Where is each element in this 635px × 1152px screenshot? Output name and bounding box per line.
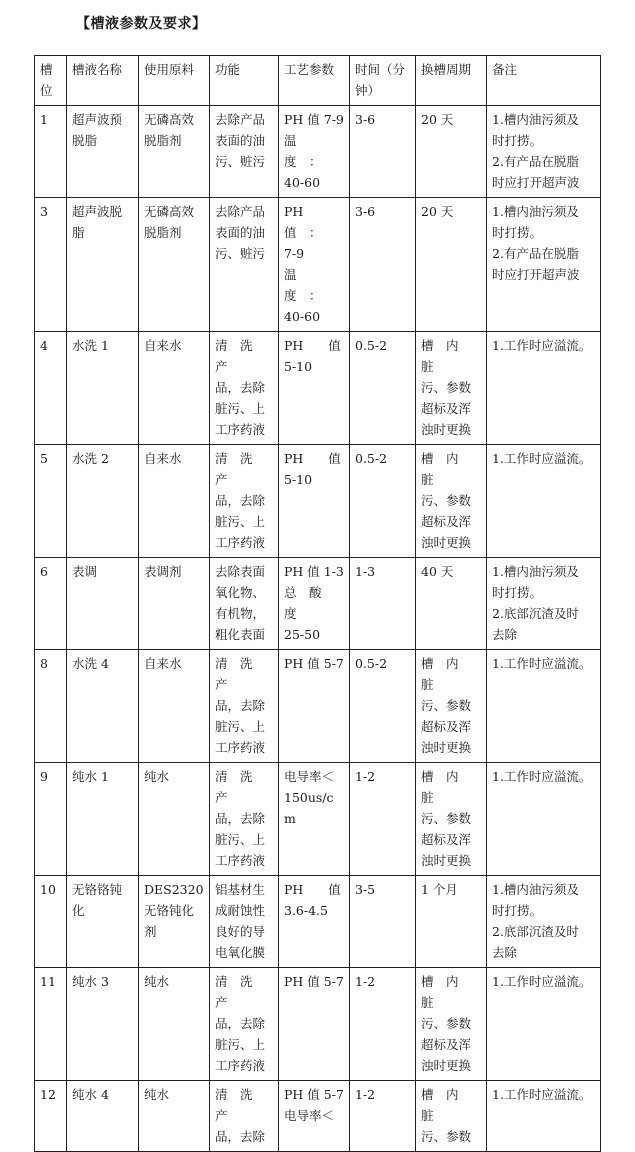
cell-function: 去除产品 表面的油 污、赃污	[210, 198, 279, 332]
cell-cycle: 槽 内 脏 污、参数 超标及浑 浊时更换	[416, 332, 487, 445]
cell-params: PH 值 7-9 温 度 ： 40-60	[279, 106, 350, 198]
cell-material: DES2320 无铬钝化 剂	[139, 876, 210, 968]
cell-time: 1-2	[350, 1081, 416, 1152]
cell-time: 1-3	[350, 558, 416, 650]
cell-position: 6	[35, 558, 67, 650]
cell-function: 去除表面 氧化物、 有机物， 粗化表面	[210, 558, 279, 650]
cell-note: 1.槽内油污须及 时打捞。 2.有产品在脱脂 时应打开超声波	[487, 106, 601, 198]
header-params: 工艺参数	[279, 56, 350, 106]
cell-material: 自来水	[139, 650, 210, 763]
cell-params: 电导率＜ 150us/cm	[279, 763, 350, 876]
cell-bath-name: 纯水 1	[67, 763, 139, 876]
cell-params: PH 值 ： 7-9 温 度 ： 40-60	[279, 198, 350, 332]
cell-function: 清 洗 产 品，去除 脏污、上 工序药液	[210, 650, 279, 763]
table-row	[35, 968, 601, 1081]
table-row	[35, 198, 601, 332]
cell-cycle: 40 天	[416, 558, 487, 650]
cell-position: 12	[35, 1081, 67, 1152]
cell-position: 3	[35, 198, 67, 332]
cell-time: 3-6	[350, 198, 416, 332]
header-position: 槽 位	[35, 56, 67, 106]
cell-function: 清 洗 产 品，去除 脏污、上 工序药液	[210, 763, 279, 876]
cell-params: PH 值 5-10	[279, 445, 350, 558]
table-row	[35, 445, 601, 558]
header-bath-name: 槽液名称	[67, 56, 139, 106]
cell-time: 1-2	[350, 968, 416, 1081]
cell-bath-name: 纯水 4	[67, 1081, 139, 1152]
cell-function: 清 洗 产 品，去除 脏污、上 工序药液	[210, 445, 279, 558]
cell-position: 9	[35, 763, 67, 876]
cell-params: PH 值 3.6-4.5	[279, 876, 350, 968]
cell-position: 11	[35, 968, 67, 1081]
cell-material: 表调剂	[139, 558, 210, 650]
cell-material: 自来水	[139, 445, 210, 558]
cell-note: 1.槽内油污须及 时打捞。 2.底部沉渣及时 去除	[487, 558, 601, 650]
header-time: 时间（分 钟）	[350, 56, 416, 106]
cell-cycle: 20 天	[416, 198, 487, 332]
cell-cycle: 槽 内 脏 污、参数	[416, 1081, 487, 1152]
cell-cycle: 20 天	[416, 106, 487, 198]
cell-time: 1-2	[350, 763, 416, 876]
cell-position: 1	[35, 106, 67, 198]
cell-bath-name: 超声波脱 脂	[67, 198, 139, 332]
cell-note: 1.工作时应溢流。	[487, 968, 601, 1081]
cell-position: 8	[35, 650, 67, 763]
cell-bath-name: 水洗 1	[67, 332, 139, 445]
cell-bath-name: 超声波预 脱脂	[67, 106, 139, 198]
cell-bath-name: 无铬铬钝 化	[67, 876, 139, 968]
cell-material: 无磷高效 脱脂剂	[139, 198, 210, 332]
header-note: 备注	[487, 56, 601, 106]
cell-bath-name: 水洗 2	[67, 445, 139, 558]
cell-cycle: 槽 内 脏 污、参数 超标及浑 浊时更换	[416, 763, 487, 876]
table-row	[35, 876, 601, 968]
cell-note: 1.工作时应溢流。	[487, 763, 601, 876]
cell-note: 1.槽内油污须及 时打捞。 2.有产品在脱脂 时应打开超声波	[487, 198, 601, 332]
bath-parameters-table	[34, 55, 601, 1152]
header-function: 功能	[210, 56, 279, 106]
cell-params: PH 值 1-3 总 酸 度 25-50	[279, 558, 350, 650]
table-row	[35, 106, 601, 198]
cell-material: 自来水	[139, 332, 210, 445]
cell-params: PH 值 5-7	[279, 968, 350, 1081]
cell-position: 4	[35, 332, 67, 445]
cell-position: 10	[35, 876, 67, 968]
cell-time: 3-5	[350, 876, 416, 968]
cell-bath-name: 纯水 3	[67, 968, 139, 1081]
cell-function: 清 洗 产 品，去除	[210, 1081, 279, 1152]
cell-time: 0.5-2	[350, 332, 416, 445]
cell-cycle: 槽 内 脏 污、参数 超标及浑 浊时更换	[416, 650, 487, 763]
cell-time: 3-6	[350, 106, 416, 198]
cell-function: 清 洗 产 品，去除 脏污、上 工序药液	[210, 968, 279, 1081]
cell-note: 1.工作时应溢流。	[487, 445, 601, 558]
table-row	[35, 558, 601, 650]
cell-params: PH 值 5-7 电导率＜	[279, 1081, 350, 1152]
cell-params: PH 值 5-10	[279, 332, 350, 445]
cell-function: 铝基材生 成耐蚀性 良好的导 电氧化膜	[210, 876, 279, 968]
header-cycle: 换槽周期	[416, 56, 487, 106]
cell-cycle: 1 个月	[416, 876, 487, 968]
table-row	[35, 763, 601, 876]
cell-position: 5	[35, 445, 67, 558]
cell-note: 1.槽内油污须及 时打捞。 2.底部沉渣及时 去除	[487, 876, 601, 968]
table-row	[35, 1081, 601, 1152]
cell-note: 1.工作时应溢流。	[487, 1081, 601, 1152]
table-header-row	[35, 56, 601, 106]
table-row	[35, 332, 601, 445]
cell-material: 无磷高效 脱脂剂	[139, 106, 210, 198]
cell-bath-name: 表调	[67, 558, 139, 650]
section-heading: 【槽液参数及要求】	[76, 16, 207, 32]
cell-note: 1.工作时应溢流。	[487, 332, 601, 445]
cell-time: 0.5-2	[350, 650, 416, 763]
cell-material: 纯水	[139, 1081, 210, 1152]
cell-material: 纯水	[139, 968, 210, 1081]
cell-function: 去除产品 表面的油 污、赃污	[210, 106, 279, 198]
cell-cycle: 槽 内 脏 污、参数 超标及浑 浊时更换	[416, 968, 487, 1081]
header-material: 使用原料	[139, 56, 210, 106]
cell-params: PH 值 5-7	[279, 650, 350, 763]
cell-bath-name: 水洗 4	[67, 650, 139, 763]
cell-note: 1.工作时应溢流。	[487, 650, 601, 763]
cell-material: 纯水	[139, 763, 210, 876]
table-row	[35, 650, 601, 763]
cell-function: 清 洗 产 品，去除 脏污、上 工序药液	[210, 332, 279, 445]
cell-time: 0.5-2	[350, 445, 416, 558]
cell-cycle: 槽 内 脏 污、参数 超标及浑 浊时更换	[416, 445, 487, 558]
